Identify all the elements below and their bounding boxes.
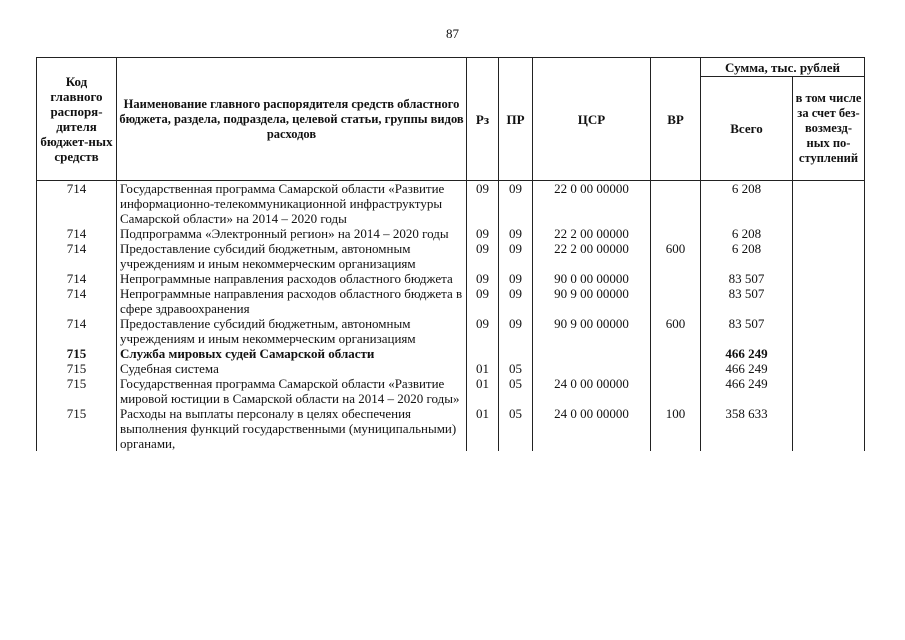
- row-pr: 05: [499, 406, 533, 451]
- row-vr: [651, 376, 701, 406]
- row-total: 83 507: [701, 286, 793, 316]
- row-code: 715: [37, 376, 117, 406]
- table-row: [37, 361, 865, 376]
- row-vr: [651, 181, 701, 227]
- row-name: Непрограммные направления расходов областного бюджета: [117, 271, 467, 286]
- table-row: [37, 316, 865, 346]
- table-row: [37, 226, 865, 241]
- row-free: [793, 226, 865, 241]
- table-row: [37, 346, 865, 361]
- row-code: 714: [37, 271, 117, 286]
- table-row: [37, 286, 865, 316]
- row-code: 714: [37, 316, 117, 346]
- row-total: 6 208: [701, 241, 793, 271]
- row-total: 466 249: [701, 376, 793, 406]
- header-rz: Рз: [467, 58, 499, 181]
- row-code: 714: [37, 226, 117, 241]
- header-name: Наименование главного распорядителя средств областного бюджета, раздела, подраздела, целевой статьи, группы видов расходов: [117, 58, 467, 181]
- row-rz: 09: [467, 226, 499, 241]
- row-pr: 09: [499, 241, 533, 271]
- row-free: [793, 286, 865, 316]
- row-name: Предоставление субсидий бюджетным, автономным учреждениям и иным некоммерческим организациям: [117, 241, 467, 271]
- row-total: 83 507: [701, 271, 793, 286]
- table-row: [37, 241, 865, 271]
- row-csr: 22 2 00 00000: [533, 226, 651, 241]
- row-free: [793, 241, 865, 271]
- row-vr: [651, 346, 701, 361]
- header-csr: ЦСР: [533, 58, 651, 181]
- row-vr: [651, 361, 701, 376]
- row-free: [793, 361, 865, 376]
- row-code: 715: [37, 406, 117, 451]
- table-row: [37, 271, 865, 286]
- row-total: 6 208: [701, 226, 793, 241]
- row-vr: 100: [651, 406, 701, 451]
- header-sum: Сумма, тыс. рублей: [701, 58, 865, 77]
- row-vr: [651, 271, 701, 286]
- budget-table: [36, 57, 865, 451]
- row-code: 714: [37, 286, 117, 316]
- row-vr: [651, 226, 701, 241]
- row-rz: 01: [467, 406, 499, 451]
- row-total: 466 249: [701, 346, 793, 361]
- header-pr: ПР: [499, 58, 533, 181]
- row-code: 715: [37, 361, 117, 376]
- row-name: Предоставление субсидий бюджетным, автономным учреждениям и иным некоммерческим организациям: [117, 316, 467, 346]
- row-csr: 90 0 00 00000: [533, 271, 651, 286]
- row-csr: 22 2 00 00000: [533, 241, 651, 271]
- row-rz: 09: [467, 271, 499, 286]
- header-free: в том числе за счет без-возмезд-ных по-ступлений: [793, 77, 865, 181]
- row-csr: 90 9 00 00000: [533, 316, 651, 346]
- row-name: Служба мировых судей Самарской области: [117, 346, 467, 361]
- header-total: Всего: [701, 77, 793, 181]
- row-csr: 90 9 00 00000: [533, 286, 651, 316]
- header-code: Код главного распоря-дителя бюджет-ных средств: [37, 58, 117, 181]
- row-name: Судебная система: [117, 361, 467, 376]
- row-free: [793, 271, 865, 286]
- row-rz: [467, 346, 499, 361]
- row-rz: 01: [467, 376, 499, 406]
- row-vr: 600: [651, 241, 701, 271]
- row-code: 714: [37, 181, 117, 227]
- row-vr: 600: [651, 316, 701, 346]
- row-free: [793, 346, 865, 361]
- budget-rows: [37, 181, 865, 452]
- row-csr: 24 0 00 00000: [533, 376, 651, 406]
- table-row: [37, 406, 865, 451]
- row-total: 466 249: [701, 361, 793, 376]
- row-rz: 09: [467, 316, 499, 346]
- row-pr: [499, 346, 533, 361]
- header-vr: ВР: [651, 58, 701, 181]
- table-row: [37, 181, 865, 227]
- page-number: 87: [446, 26, 459, 41]
- row-csr: [533, 346, 651, 361]
- row-name: Расходы на выплаты персоналу в целях обеспечения выполнения функций государственными (муниципальными) органами,: [117, 406, 467, 451]
- row-vr: [651, 286, 701, 316]
- row-csr: 24 0 00 00000: [533, 406, 651, 451]
- row-pr: 05: [499, 376, 533, 406]
- row-csr: 22 0 00 00000: [533, 181, 651, 227]
- row-total: 6 208: [701, 181, 793, 227]
- row-free: [793, 406, 865, 451]
- table-row: [37, 376, 865, 406]
- row-free: [793, 376, 865, 406]
- row-name: Государственная программа Самарской области «Развитие информационно-телекоммуникационной инфраструктуры Самарской области» на 2014 – 2020 годы: [117, 181, 467, 227]
- row-pr: 09: [499, 316, 533, 346]
- row-pr: 09: [499, 181, 533, 227]
- row-pr: 09: [499, 286, 533, 316]
- row-code: 714: [37, 241, 117, 271]
- row-free: [793, 181, 865, 227]
- row-rz: 09: [467, 241, 499, 271]
- row-name: Непрограммные направления расходов областного бюджета в сфере здравоохранения: [117, 286, 467, 316]
- row-csr: [533, 361, 651, 376]
- row-pr: 05: [499, 361, 533, 376]
- row-pr: 09: [499, 226, 533, 241]
- row-total: 358 633: [701, 406, 793, 451]
- row-free: [793, 316, 865, 346]
- row-name: Подпрограмма «Электронный регион» на 2014 – 2020 годы: [117, 226, 467, 241]
- row-rz: 09: [467, 181, 499, 227]
- row-code: 715: [37, 346, 117, 361]
- row-pr: 09: [499, 271, 533, 286]
- row-name: Государственная программа Самарской области «Развитие мировой юстиции в Самарской области на 2014 – 2020 годы»: [117, 376, 467, 406]
- row-rz: 01: [467, 361, 499, 376]
- row-total: 83 507: [701, 316, 793, 346]
- row-rz: 09: [467, 286, 499, 316]
